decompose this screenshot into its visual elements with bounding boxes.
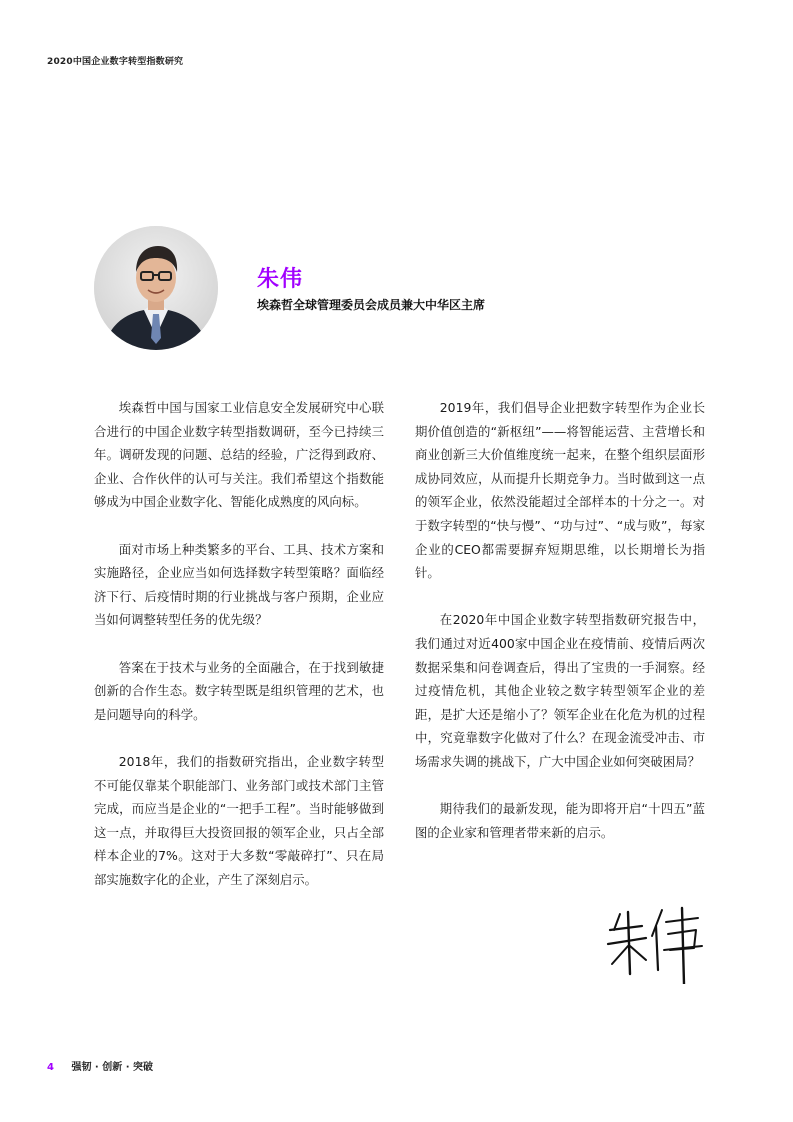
portrait-photo <box>94 226 218 350</box>
paragraph: 在2020年中国企业数字转型指数研究报告中，我们通过对近400家中国企业在疫情前、疫情后两次数据采集和问卷调查后，得出了宝贵的一手洞察。经过疫情危机，其他企业较之数字转型领军企业的差距，是扩大还是缩小了？领军企业在化危为机的过程中，究竟靠数字化做对了什么？在现金流受冲击、市场需求失调的挑战下，广大中国企业如何突破困局？ <box>415 612 705 769</box>
person-title: 埃森哲全球管理委员会成员兼大中华区主席 <box>257 298 486 312</box>
page-footer <box>47 1058 153 1073</box>
handwritten-signature <box>606 900 706 984</box>
right-column <box>415 396 705 868</box>
left-column <box>94 396 384 915</box>
person-name: 朱伟 <box>257 267 304 292</box>
paragraph: 2018年，我们的指数研究指出，企业数字转型不可能仅靠某个职能部门、业务部门或技术部门主管完成，而应当是企业的“一把手工程”。当时能够做到这一点，并取得巨大投资回报的领军企业，只占全部样本企业的7%。这对于大多数“零敲碎打”、只在局部实施数字化的企业，产生了深刻启示。 <box>94 753 384 887</box>
paragraph: 2019年，我们倡导企业把数字转型作为企业长期价值创造的“新枢纽”——将智能运营、主营增长和商业创新三大价值维度统一起来，在整个组织层面形成协同效应，从而提升长期竞争力。当时做到这一点的领军企业，依然没能超过全部样本的十分之一。对于数字转型的“快与慢”、“功与过”、“成与败”，每家企业的CEO都需要摒弃短期思维，以长期增长为指针。 <box>415 400 705 581</box>
paragraph: 期待我们的最新发现，能为即将开启“十四五”蓝图的企业家和管理者带来新的启示。 <box>415 801 705 840</box>
paragraph: 答案在于技术与业务的全面融合，在于找到敏捷创新的合作生态。数字转型既是组织管理的艺术，也是问题导向的科学。 <box>94 659 384 722</box>
paragraph: 埃森哲中国与国家工业信息安全发展研究中心联合进行的中国企业数字转型指数调研，至今已持续三年。调研发现的问题、总结的经验，广泛得到政府、企业、合作伙伴的认可与关注。我们希望这个指数能够成为中国企业数字化、智能化成熟度的风向标。 <box>94 400 384 510</box>
footer-title: 强韧 · 创新 · 突破 <box>71 1062 153 1073</box>
report-title: 2020中国企业数字转型指数研究 <box>47 57 184 67</box>
page-number: 4 <box>47 1062 54 1073</box>
paragraph: 面对市场上种类繁多的平台、工具、技术方案和实施路径，企业应当如何选择数字转型策略？面临经济下行、后疫情时期的行业挑战与客户预期，企业应当如何调整转型任务的优先级？ <box>94 541 384 628</box>
